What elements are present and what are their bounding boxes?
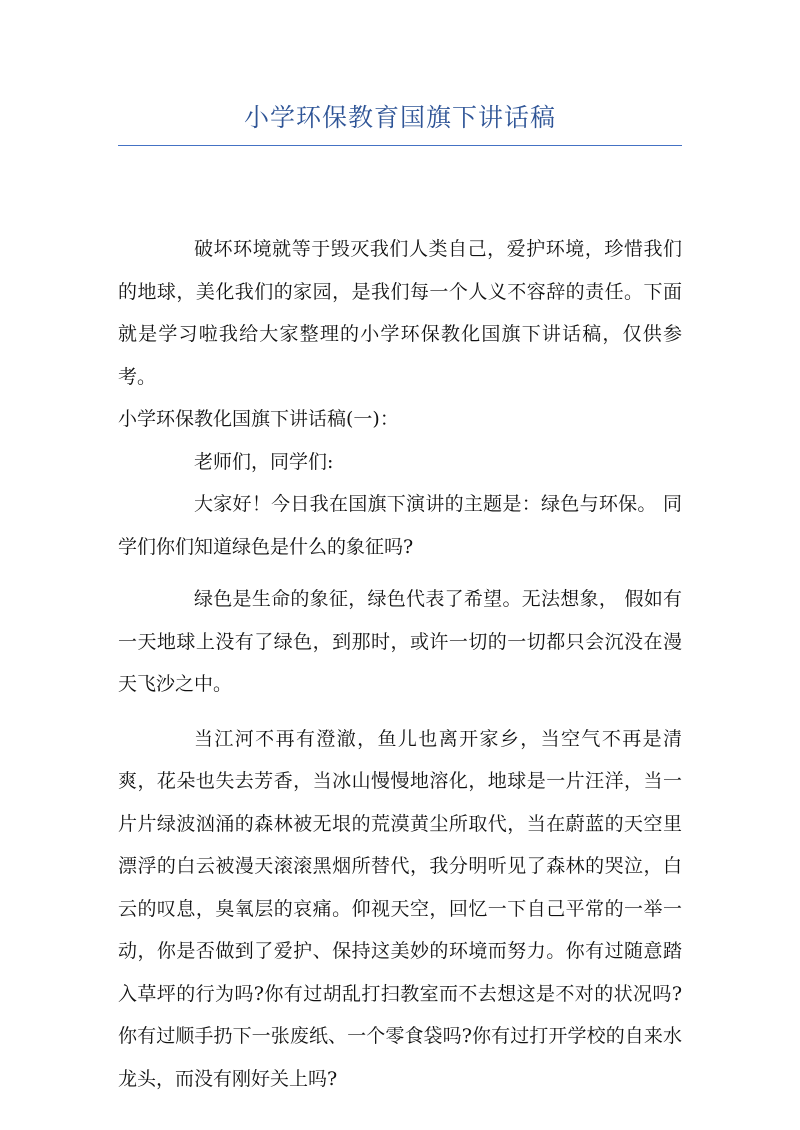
green-paragraph: 绿色是生命的象征，绿色代表了希望。无法想象， 假如有一天地球上没有了绿色，到那时，或许一切的一切都只会沉没在漫天飞沙之中。	[118, 588, 682, 695]
section-heading: 小学环保教化国旗下讲话稿(一)：	[118, 408, 399, 430]
document-title: 小学环保教育国旗下讲话稿	[243, 103, 556, 132]
salutation: 老师们，同学们:	[194, 450, 334, 473]
title-underline	[118, 145, 682, 146]
intro-paragraph: 破坏环境就等于毁灭我们人类自己，爱护环境，珍惜我们的地球，美化我们的家园，是我们每一个人义不容辞的责任。下面就是学习啦我给大家整理的小学环保教化国旗下讲话稿，仅供参考。	[118, 238, 682, 388]
greeting-paragraph: 大家好！今日我在国旗下演讲的主题是：绿色与环保。 同学们你们知道绿色是什么的象征吗?	[118, 493, 682, 558]
environment-paragraph: 当江河不再有澄澈，鱼儿也离开家乡，当空气不再是清爽，花朵也失去芳香，当冰山慢慢地溶化，地球是一片汪洋，当一片片绿波汹涌的森林被无垠的荒漠黄尘所取代，当在蔚蓝的天空里漂浮的白云被漫天滚滚黑烟所替代，我分明听见了森林的哭泣，白云的叹息，臭氧层的哀痛。仰视天空，回忆一下自己平常的一举一动，你是否做到了爱护、保持这美妙的环境而努力。你有过随意踏入草坪的行为吗?你有过胡乱打扫教室而不去想这是不对的状况吗?你有过顺手扔下一张废纸、一个零食袋吗?你有过打开学校的自来水龙头，而没有刚好关上吗?	[118, 727, 682, 1090]
document-body	[118, 228, 682, 1100]
